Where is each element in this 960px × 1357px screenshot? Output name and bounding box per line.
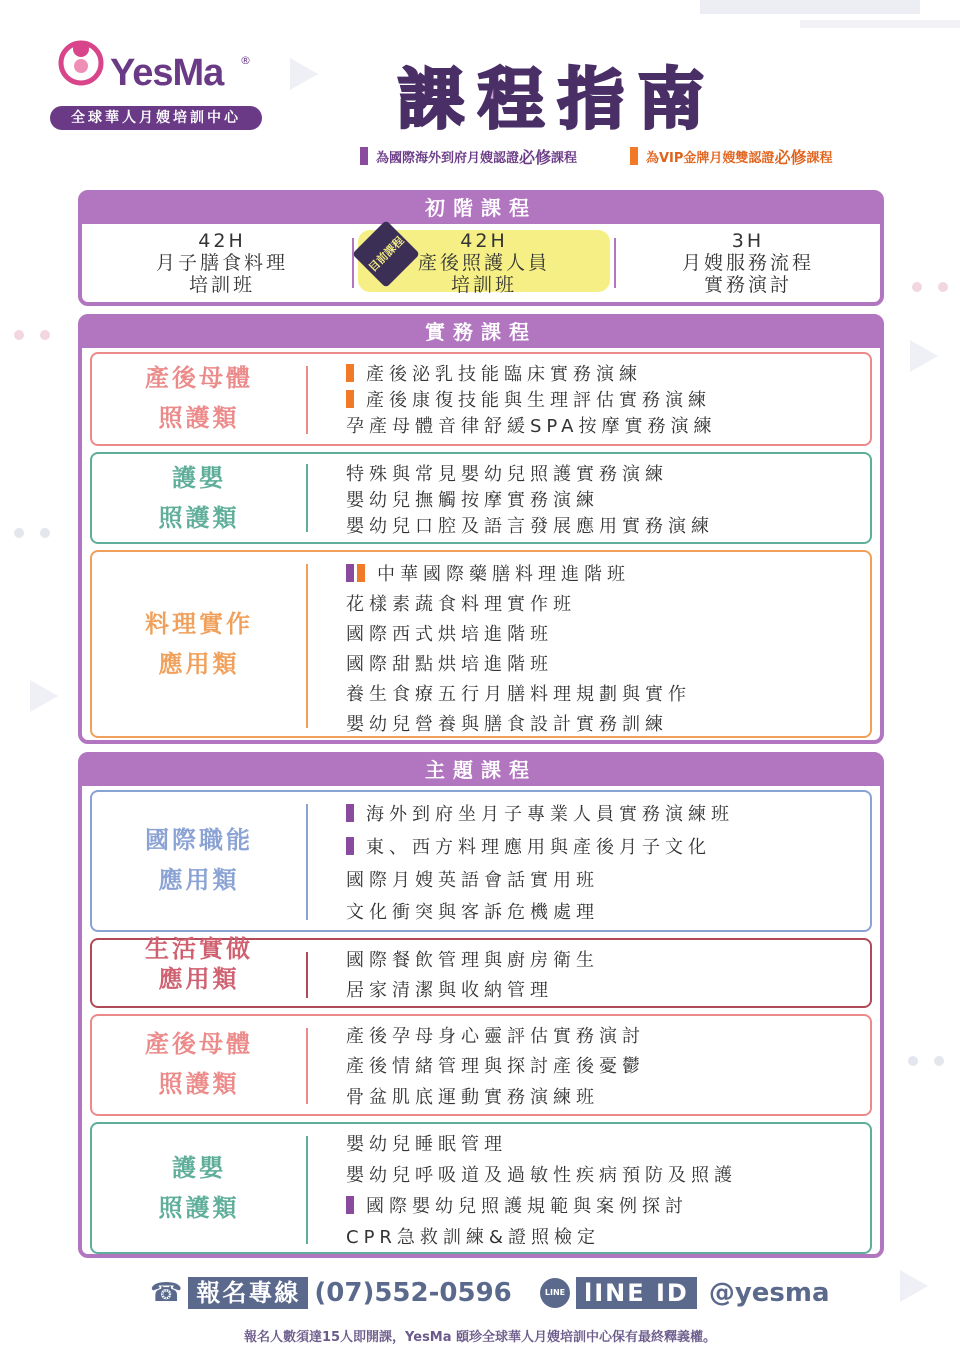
legend-purple-text: 為國際海外到府月嫂認證 — [376, 150, 520, 166]
list-item — [346, 386, 711, 412]
category-name-line2: 應用類 — [158, 650, 240, 678]
course-name: 產後情緒管理與探討產後憂鬱 — [346, 1056, 645, 1077]
course-name: 嬰幼兒營養與膳食設計實務訓練 — [346, 714, 668, 735]
phone-contact — [150, 1276, 512, 1310]
category-name-line1: 護嬰 — [172, 1154, 226, 1182]
list-item — [346, 486, 599, 512]
course-name: 國際月嫂英語會話實用班 — [346, 870, 599, 891]
orange-bookmark-icon — [630, 147, 638, 165]
category-name — [92, 1024, 306, 1104]
course-name: 國際餐飲管理與廚房衛生 — [346, 950, 599, 971]
list-item — [346, 1130, 507, 1156]
list-item — [346, 560, 630, 586]
divider — [306, 366, 308, 434]
thematic-courses-section — [78, 752, 884, 1258]
category-cooking — [90, 550, 872, 738]
list-item — [346, 800, 734, 826]
list-item — [346, 620, 553, 646]
list-item — [346, 1223, 600, 1249]
brand-logo-icon — [56, 36, 106, 86]
course-name: 特殊與常見嬰幼兒照護實務演練 — [346, 464, 668, 485]
category-name-line2: 照護類 — [158, 1070, 240, 1098]
category-infant-care-2 — [90, 1122, 872, 1254]
legend-orange-text: 為VIP金牌月嫂雙認證 — [646, 150, 775, 166]
category-name-line1: 生活實做 — [145, 935, 253, 963]
brand-name: YesMa — [110, 52, 224, 94]
decorative-stripe — [800, 20, 960, 28]
list-item — [346, 360, 642, 386]
basic-course-1 — [122, 230, 322, 296]
course-name: 產後康復技能與生理評估實務演練 — [366, 390, 711, 411]
category-name — [92, 820, 306, 900]
category-name-line1: 產後母體 — [145, 1030, 253, 1058]
divider — [306, 804, 308, 920]
list-item — [346, 833, 711, 859]
footer-note: 報名人數須達15人即開課，YesMa 頤珍全球華人月嫂培訓中心保有最終釋義權。 — [243, 1330, 717, 1345]
category-infant-care — [90, 452, 872, 544]
course-name: CPR急救訓練&證照檢定 — [346, 1227, 600, 1248]
course-name: 花樣素蔬食料理實作班 — [346, 594, 576, 615]
list-item — [346, 976, 553, 1002]
category-name-line2: 照護類 — [158, 404, 240, 432]
decorative-dot — [40, 528, 50, 538]
course-name: 骨盆肌底運動實務演練班 — [346, 1087, 599, 1108]
category-international-skills — [90, 790, 872, 932]
list-item — [346, 710, 668, 736]
category-name-line2: 應用類 — [158, 965, 240, 993]
course-title: 產後照護人員 — [417, 252, 550, 274]
decorative-triangle — [910, 340, 938, 372]
registered-mark: ® — [240, 54, 251, 67]
course-title-2: 實務演討 — [703, 274, 792, 296]
purple-bookmark-icon — [346, 1196, 354, 1214]
category-name — [92, 604, 306, 684]
category-name — [92, 458, 306, 538]
legend-purple-suffix: 課程 — [551, 150, 578, 166]
practical-courses-section — [78, 314, 884, 744]
course-name: 孕產母體音律舒緩SPA按摩實務演練 — [346, 416, 717, 437]
purple-bookmark-icon — [360, 147, 368, 165]
course-name: 嬰幼兒撫觸按摩實務演練 — [346, 490, 599, 511]
list-item — [346, 412, 716, 438]
decorative-dot — [938, 282, 948, 292]
category-name-line1: 國際職能 — [145, 826, 253, 854]
list-item — [346, 680, 691, 706]
brand-subtitle: 全球華人月嫂培訓中心 — [50, 106, 262, 130]
course-name: 嬰幼兒呼吸道及過敏性疾病預防及照護 — [346, 1165, 737, 1186]
category-name-line2: 照護類 — [158, 1194, 240, 1222]
line-icon: LINE — [540, 1278, 570, 1308]
decorative-dot — [40, 330, 50, 340]
category-name — [92, 1148, 306, 1228]
category-life-skills — [90, 935, 872, 1008]
decorative-triangle — [30, 680, 58, 712]
category-name-line2: 應用類 — [158, 866, 240, 894]
list-item — [346, 1022, 645, 1048]
list-item — [346, 1192, 688, 1218]
phone-number[interactable]: (07)552-0596 — [314, 1278, 512, 1308]
course-name: 國際嬰幼兒照護規範與案例探討 — [366, 1196, 688, 1217]
decorative-stripe — [700, 0, 920, 14]
course-name: 國際西式烘培進階班 — [346, 624, 553, 645]
orange-bookmark-icon — [357, 564, 365, 582]
legend-purple — [360, 144, 577, 168]
category-name — [92, 934, 306, 994]
decorative-dot — [14, 330, 24, 340]
course-name: 居家清潔與收納管理 — [346, 980, 553, 1001]
divider — [306, 1136, 308, 1244]
course-name: 國際甜點烘培進階班 — [346, 654, 553, 675]
course-hours: 3H — [731, 230, 765, 252]
purple-bookmark-icon — [346, 564, 354, 582]
divider — [306, 464, 308, 532]
course-title-2: 培訓班 — [450, 274, 517, 296]
category-postpartum-care — [90, 352, 872, 446]
divider — [306, 1028, 308, 1104]
basic-courses-section — [78, 190, 884, 306]
list-item — [346, 866, 599, 892]
category-name-line1: 護嬰 — [172, 464, 226, 492]
divider — [614, 238, 616, 288]
legend-purple-emph: 必修 — [519, 147, 552, 167]
decorative-dot — [14, 528, 24, 538]
divider — [352, 238, 354, 288]
course-name: 海外到府坐月子專業人員實務演練班 — [366, 804, 734, 825]
basic-course-3 — [648, 230, 848, 296]
category-name-line1: 料理實作 — [145, 610, 253, 638]
decorative-triangle — [290, 58, 318, 90]
list-item — [346, 512, 714, 538]
decorative-dot — [908, 1056, 918, 1066]
legend-orange-suffix: 課程 — [806, 150, 833, 166]
current-course-badge: 目前課程 — [352, 220, 420, 288]
course-name: 嬰幼兒口腔及語言發展應用實務演練 — [346, 516, 714, 537]
category-name-line1: 產後母體 — [145, 364, 253, 392]
list-item — [346, 650, 553, 676]
category-postpartum-care-2 — [90, 1014, 872, 1116]
course-title-2: 培訓班 — [188, 274, 255, 296]
category-name — [92, 358, 306, 438]
legend-orange-emph: 必修 — [774, 147, 807, 167]
list-item — [346, 460, 668, 486]
list-item — [346, 1083, 599, 1109]
list-item — [346, 946, 599, 972]
course-hours: 42H — [198, 230, 246, 252]
course-name: 養生食療五行月膳料理規劃與實作 — [346, 684, 691, 705]
course-name: 嬰幼兒睡眠管理 — [346, 1134, 507, 1155]
orange-bookmark-icon — [346, 364, 354, 382]
course-name: 文化衝突與客訴危機處理 — [346, 902, 599, 923]
list-item — [346, 1161, 737, 1187]
section-heading: 主題課程 — [82, 756, 880, 786]
course-title: 月子膳食料理 — [155, 252, 288, 274]
legend-orange — [630, 144, 832, 168]
purple-bookmark-icon — [346, 837, 354, 855]
divider — [306, 564, 308, 728]
decorative-dot — [912, 282, 922, 292]
line-id[interactable]: @yesma — [708, 1278, 830, 1308]
section-heading: 初階課程 — [82, 194, 880, 224]
list-item — [346, 898, 599, 924]
divider — [306, 952, 308, 998]
purple-bookmark-icon — [346, 804, 354, 822]
course-name: 東、西方料理應用與產後月子文化 — [366, 837, 711, 858]
phone-icon: ☎ — [150, 1278, 183, 1308]
section-heading: 實務課程 — [82, 318, 880, 348]
course-title: 月嫂服務流程 — [681, 252, 814, 274]
decorative-triangle — [900, 1270, 928, 1302]
course-name: 產後孕母身心靈評估實務演討 — [346, 1026, 645, 1047]
course-name: 產後泌乳技能臨床實務演練 — [366, 364, 642, 385]
orange-bookmark-icon — [346, 390, 354, 408]
course-name: 中華國際藥膳料理進階班 — [377, 564, 630, 585]
decorative-dot — [934, 1056, 944, 1066]
page-title: 課程指南 — [398, 61, 718, 138]
line-contact — [540, 1276, 830, 1310]
list-item — [346, 590, 576, 616]
phone-label: 報名專線 — [188, 1277, 308, 1309]
list-item — [346, 1052, 645, 1078]
line-label: lINE ID — [576, 1277, 697, 1309]
category-name-line2: 照護類 — [158, 504, 240, 532]
course-hours: 42H — [460, 230, 508, 252]
